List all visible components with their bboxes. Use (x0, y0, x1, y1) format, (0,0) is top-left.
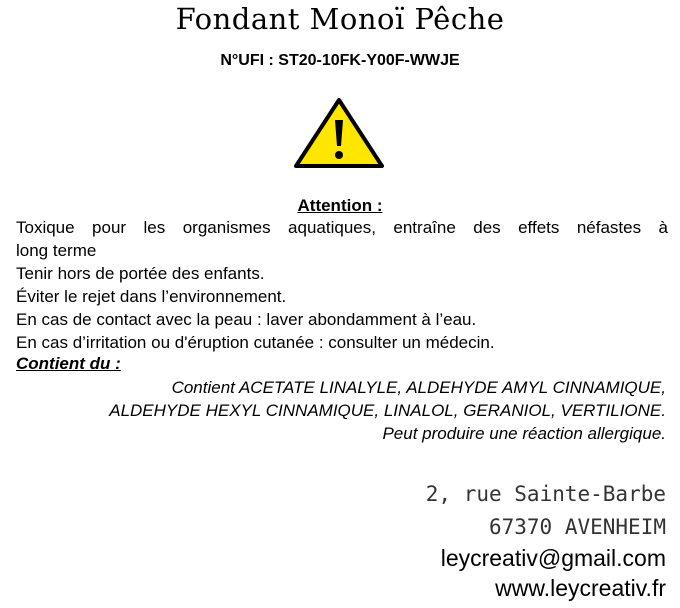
contact-block (441, 543, 666, 603)
composition-line: Contient ACETATE LINALYLE, ALDEHYDE AMYL CINNAMIQUE, (171, 378, 666, 397)
composition-line: Peut produire une réaction allergique. (382, 424, 666, 443)
composition-text (6, 376, 666, 445)
warning-exclamation-dot (335, 151, 343, 159)
attention-heading: Attention : (297, 196, 383, 215)
contact-email[interactable]: leycreativ@gmail.com (440, 545, 666, 571)
warning-line: Toxique pour les organismes aquatiques, entraîne des effets néfastes à (16, 218, 668, 237)
warning-line: En cas de contact avec la peau : laver abondamment à l’eau. (16, 310, 477, 329)
address-block (426, 478, 666, 544)
warning-line: Tenir hors de portée des enfants. (16, 264, 265, 283)
address-street: 2, rue Sainte-Barbe (425, 482, 666, 506)
warning-line: En cas d’irritation ou d'éruption cutanée : consulter un médecin. (16, 333, 495, 352)
contact-website[interactable]: www.leycreativ.fr (495, 575, 666, 601)
warning-text (16, 216, 668, 354)
composition-heading: Contient du : (16, 354, 121, 373)
composition-line: ALDEHYDE HEXYL CINNAMIQUE, LINALOL, GERANIOL, VERTILIONE. (109, 401, 666, 420)
address-city: 67370 AVENHEIM (488, 515, 666, 539)
warning-line: Éviter le rejet dans l’environnement. (16, 287, 287, 306)
warning-line: long terme (16, 241, 97, 260)
ufi-code: N°UFI : ST20-10FK-Y00F-WWJE (220, 52, 460, 69)
warning-triangle-icon (292, 96, 386, 170)
product-title: Fondant Monoï Pêche (175, 2, 505, 36)
